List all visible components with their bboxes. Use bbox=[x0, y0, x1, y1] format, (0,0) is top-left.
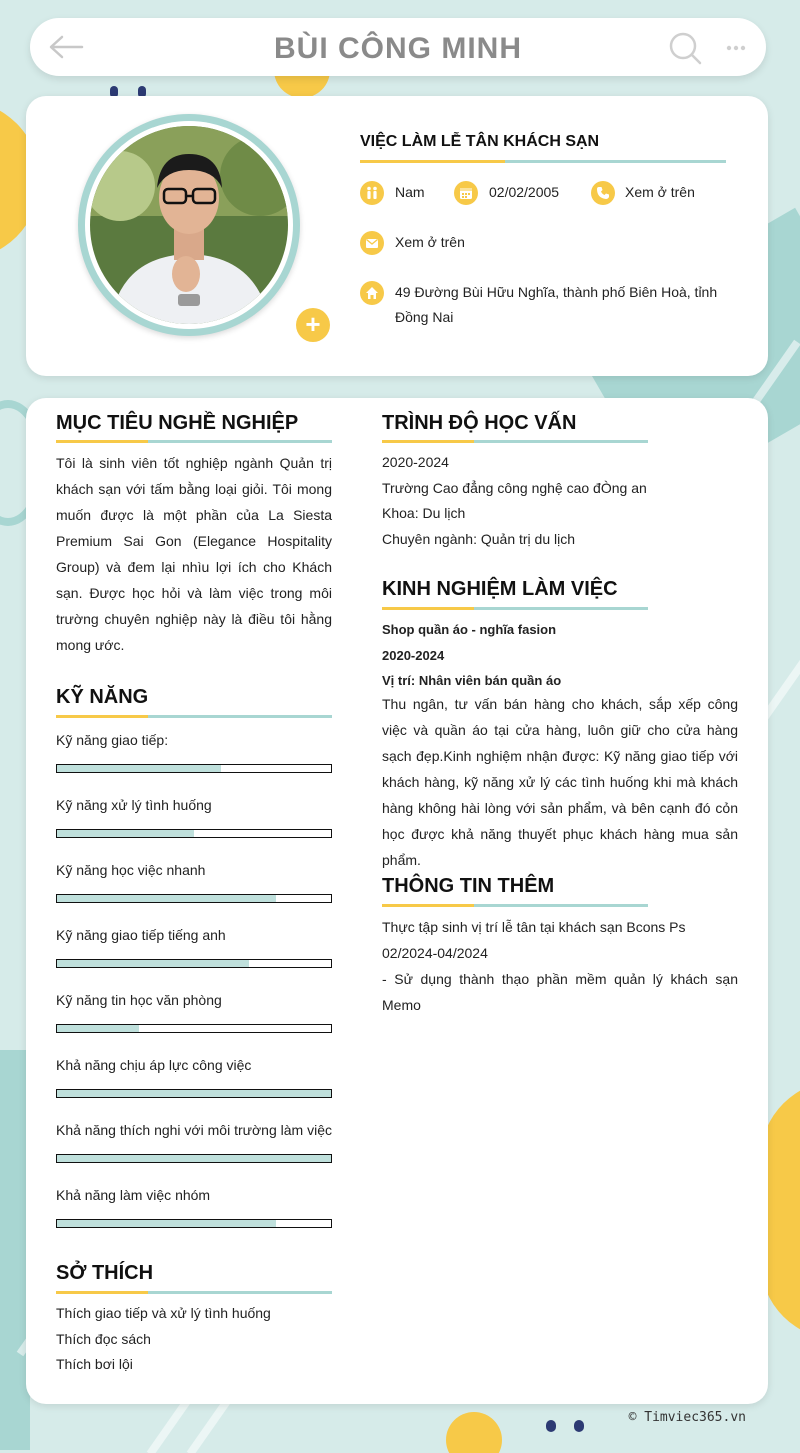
copyright: © Timviec365.vn bbox=[628, 1410, 746, 1425]
extra-line-1: Thực tập sinh vị trí lễ tân tại khách sạn Bcons Ps bbox=[382, 919, 686, 935]
skill-bar bbox=[56, 1024, 332, 1033]
skill-bar-fill bbox=[57, 765, 221, 772]
skill-bar-fill bbox=[57, 830, 194, 837]
add-photo-button[interactable]: + bbox=[296, 308, 330, 342]
skill-bar bbox=[56, 1154, 332, 1163]
skill-bar-fill bbox=[57, 895, 276, 902]
job-title: VIỆC LÀM LỄ TÂN KHÁCH SẠN bbox=[360, 133, 600, 150]
education-title: TRÌNH ĐỘ HỌC VẤN bbox=[382, 412, 577, 434]
skill-label: Khả năng thích nghi với môi trường làm việc bbox=[56, 1122, 332, 1138]
list-item: Thích bơi lội bbox=[56, 1356, 133, 1372]
hobbies-title: SỞ THÍCH bbox=[56, 1262, 154, 1284]
avatar[interactable] bbox=[78, 114, 321, 339]
education-details bbox=[382, 450, 647, 552]
hobbies-list bbox=[56, 1301, 271, 1378]
skill-label: Kỹ năng xử lý tình huống bbox=[56, 797, 212, 813]
main-card bbox=[26, 398, 768, 1404]
birthday-value: 02/02/2005 bbox=[489, 184, 560, 200]
skill-bar bbox=[56, 1089, 332, 1098]
calendar-icon bbox=[454, 181, 478, 205]
phone-icon bbox=[591, 181, 615, 205]
gender-icon bbox=[360, 181, 384, 205]
skill-label: Khả năng chịu áp lực công việc bbox=[56, 1057, 252, 1073]
extra-line-3: - Sử dụng thành thạo phần mềm quản lý khách sạn Memo bbox=[382, 971, 738, 1013]
email-icon bbox=[360, 231, 384, 255]
address-value: 49 Đường Bùi Hữu Nghĩa, thành phố Biên Hoà, tỉnh Đồng Nai bbox=[395, 284, 718, 325]
gender-value: Nam bbox=[395, 184, 425, 200]
more-dots-icon[interactable] bbox=[726, 45, 746, 51]
profile-card bbox=[26, 96, 768, 376]
skill-bar bbox=[56, 894, 332, 903]
phone-value: Xem ở trên bbox=[625, 184, 695, 200]
skill-label: Kỹ năng học việc nhanh bbox=[56, 862, 206, 878]
company-name: Shop quần áo - nghĩa fasion bbox=[382, 622, 557, 637]
section-underline bbox=[382, 440, 648, 443]
objective-title: MỤC TIÊU NGHỀ NGHIỆP bbox=[56, 412, 299, 434]
skill-label: Kỹ năng tin học văn phòng bbox=[56, 992, 222, 1008]
section-underline bbox=[56, 440, 332, 443]
list-item: 2020-2024 bbox=[382, 454, 449, 470]
experience-description: Thu ngân, tư vấn bán hàng cho khách, sắp xếp công việc và quần áo tại cửa hàng, luôn giữ cho cửa hàng sạch đẹp.Kinh nghiệm nhận được: Kỹ năng giao tiếp với khách hàng, kỹ năng xử lý các tình huống khi mà khách hàng không hài lòng với sản phẩm, và bên cạnh đó cỏn học được khả năng thuyết phục khách hàng mua sản phẩm. bbox=[382, 696, 738, 868]
email-value: Xem ở trên bbox=[395, 234, 465, 250]
skill-bar bbox=[56, 764, 332, 773]
list-item: Trường Cao đẳng công nghệ cao đÒng an bbox=[382, 479, 647, 496]
skill-label: Kỹ năng giao tiếp: bbox=[56, 732, 169, 748]
experience-title: KINH NGHIỆM LÀM VIỆC bbox=[382, 578, 618, 600]
list-item: Thích giao tiếp và xử lý tình huống bbox=[56, 1305, 271, 1321]
experience-period: 2020-2024 bbox=[382, 647, 445, 663]
page-title: BÙI CÔNG MINH bbox=[274, 32, 522, 65]
experience-position: Vị trí: Nhân viên bán quần áo bbox=[382, 673, 562, 688]
list-item: Khoa: Du lịch bbox=[382, 505, 466, 521]
skill-bar-fill bbox=[57, 960, 249, 967]
experience-header bbox=[382, 617, 561, 694]
skill-bar-fill bbox=[57, 1025, 139, 1032]
title-underline bbox=[360, 160, 726, 163]
list-item: Thích đọc sách bbox=[56, 1330, 151, 1347]
section-underline bbox=[382, 607, 648, 610]
extra-line-2: 02/2024-04/2024 bbox=[382, 945, 488, 961]
section-underline bbox=[56, 715, 332, 718]
top-bar bbox=[30, 18, 766, 76]
skill-bar bbox=[56, 1219, 332, 1228]
skill-bar-fill bbox=[57, 1220, 276, 1227]
skill-bar bbox=[56, 829, 332, 838]
skills-title: KỸ NĂNG bbox=[56, 686, 149, 708]
skill-label: Kỹ năng giao tiếp tiếng anh bbox=[56, 927, 226, 943]
skill-bar-fill bbox=[57, 1090, 331, 1097]
skill-bar bbox=[56, 959, 332, 968]
home-icon bbox=[360, 281, 384, 305]
search-icon[interactable] bbox=[668, 31, 702, 65]
profile-photo bbox=[90, 126, 288, 324]
list-item: Chuyên ngành: Quản trị du lịch bbox=[382, 530, 576, 547]
section-underline bbox=[56, 1291, 332, 1294]
skill-bar-fill bbox=[57, 1155, 331, 1162]
skill-label: Khả năng làm việc nhóm bbox=[56, 1187, 211, 1203]
objective-text: Tôi là sinh viên tốt nghiệp ngành Quản trị khách sạn với tấm bằng loại giỏi. Tôi mong muốn được là một phần của La Siesta Premium Sai Gon (Elegance Hospitality Group) và đem lại nhìu lợi ích cho Khách sạn. Được học hỏi và làm việc trong môi trường chuyên nghiệp này là điều tôi hằng mong ước. bbox=[56, 455, 332, 653]
extra-title: THÔNG TIN THÊM bbox=[382, 875, 555, 897]
section-underline bbox=[382, 904, 648, 907]
